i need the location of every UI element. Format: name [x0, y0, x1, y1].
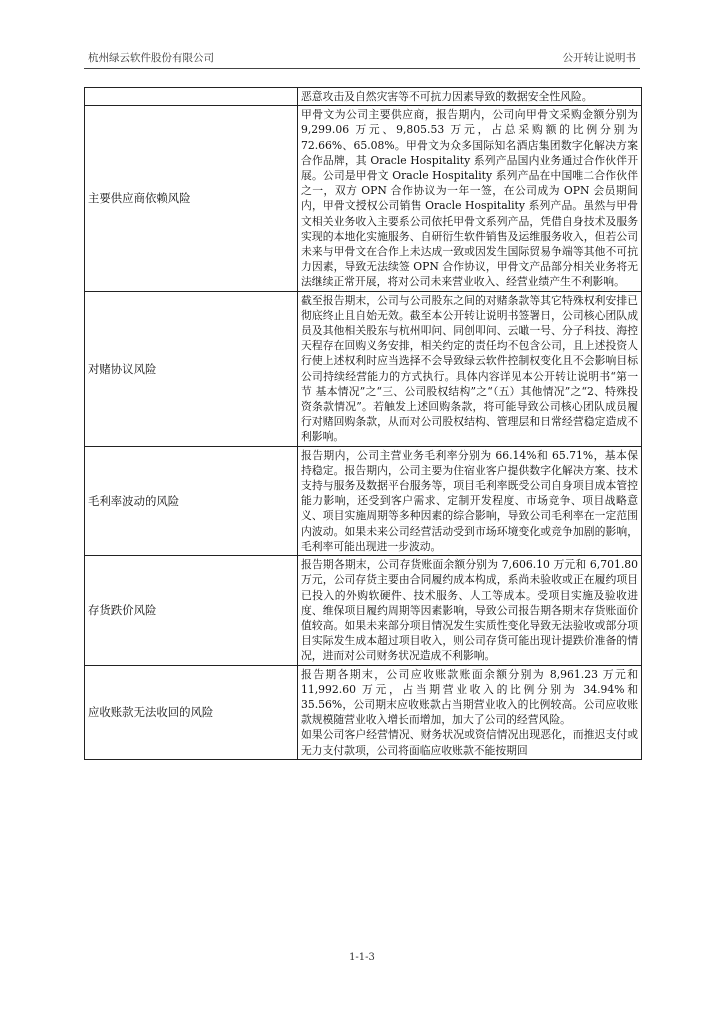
risk-name: 存货跌价风险 [85, 556, 298, 665]
table-row [85, 665, 642, 759]
risk-description [298, 88, 642, 106]
risk-paragraph: 报告期各期末，公司应收账款账面余额分别为 8,961.23 万元和 11,992.60 万元，占当期营业收入的比例分别为 34.94%和 35.56%，公司期末应收账款占当期营业收入的比例较高。公司应收账款规模随营业收入增长而增加，加大了公司的经营风险。 [301, 667, 638, 727]
risk-description [298, 665, 642, 759]
risk-paragraph: 截至报告期末，公司与公司股东之间的对赌条款等其它特殊权利安排已彻底终止且自始无效。截至本公开转让说明书签署日，公司核心团队成员及其他相关股东与杭州叩问、同创叩问、云噉一号、分子科技、海控天程存在回购义务安排，相关约定的责任均不包含公司，且上述投资人行使上述权利时应当选择不会导致绿云软件控制权变化且不会影响目标公司持续经营能力的方式执行。具体内容详见本公开转让说明书“第一节 基本情况”之“三、公司股权结构”之“（五）其他情况”之“2、特殊投资条款情况”。若触发上述回购条款，将可能导致公司核心团队成员履行对赌回购条款，从而对公司股权结构、管理层和日常经营稳定造成不利影响。 [301, 293, 638, 444]
risk-name: 主要供应商依赖风险 [85, 106, 298, 291]
risk-table [84, 87, 642, 760]
risk-paragraph: 如果公司客户经营情况、财务状况或资信情况出现恶化，而推迟支付或无力支付款项，公司将面临应收账款不能按期回 [301, 728, 638, 757]
risk-name: 应收账款无法收回的风险 [85, 665, 298, 759]
page-number: 1-1-3 [349, 952, 375, 963]
table-row [85, 556, 642, 665]
risk-name: 对赌协议风险 [85, 291, 298, 446]
risk-description [298, 446, 642, 555]
risk-paragraph: 甲骨文为公司主要供应商，报告期内，公司向甲骨文采购金额分别为 9,299.06 万元、9,805.53 万元，占总采购额的比例分别为 72.66%、65.08%。甲骨文为众多国际知名酒店集团数字化解决方案合作品牌，其 Oracle Hospitality 系列产品国内业务通过合作伙伴开展。公司是甲骨文 Oracle Hospitality 系列产品在中国唯二合作伙伴之一，双方 OPN 合作协议为一年一签，在公司成为 OPN 会员期间内，甲骨文授权公司销售 Oracle Hospitality 系列产品。虽然与甲骨文相关业务收入主要系公司依托甲骨文系列产品，凭借自身技术及服务实现的本地化实施服务、自研衍生软件销售及运维服务收入，但若公司未来与甲骨文在合作上未达成一致或因发生国际贸易争端等其他不可抗力因素，导致无法续签 OPN 合作协议，甲骨文产品部分相关业务将无法继续正常开展，将对公司未来营业收入、经营业绩产生不利影响。 [301, 108, 638, 289]
risk-description [298, 106, 642, 291]
risk-paragraph: 报告期内，公司主营业务毛利率分别为 66.14%和 65.71%，基本保持稳定。报告期内，公司主要为住宿业客户提供数字化解决方案、技术支持与服务及数据平台服务等，项目毛利率既受公司自身项目成本管控能力影响，还受到客户需求、定制开发程度、市场竞争、项目战略意义、项目实施周期等多种因素的综合影响，导致公司毛利率在一定范围内波动。如果未来公司经营活动受到市场环境变化或竞争加剧的影响，毛利率可能出现进一步波动。 [301, 448, 638, 553]
table-row [85, 88, 642, 106]
risk-description [298, 291, 642, 446]
risk-paragraph: 恶意攻击及自然灾害等不可抗力因素导致的数据安全性风险。 [301, 90, 593, 103]
risk-paragraph: 报告期各期末，公司存货账面余额分别为 7,606.10 万元和 6,701.80 万元，公司存货主要由合同履约成本构成，系尚未验收或正在履约项目已投入的外购软硬件、技术服务、人工等成本。受项目实施及验收进度、维保项目履约周期等因素影响，导致公司报告期各期末存货账面价值较高。如果未来部分项目情况发生实质性变化导致无法验收或部分项目实际发生成本超过项目收入，则公司存货可能出现计提跌价准备的情况，进而对公司财务状况造成不利影响。 [301, 558, 638, 663]
risk-name: 毛利率波动的风险 [85, 446, 298, 555]
table-row [85, 291, 642, 446]
table-row [85, 446, 642, 555]
company-name: 杭州绿云软件股份有限公司 [88, 52, 214, 64]
header-divider [84, 68, 640, 69]
risk-description [298, 556, 642, 665]
page-header [84, 50, 640, 66]
risk-name [85, 88, 298, 106]
table-row [85, 106, 642, 291]
document-title: 公开转让说明书 [562, 52, 636, 64]
